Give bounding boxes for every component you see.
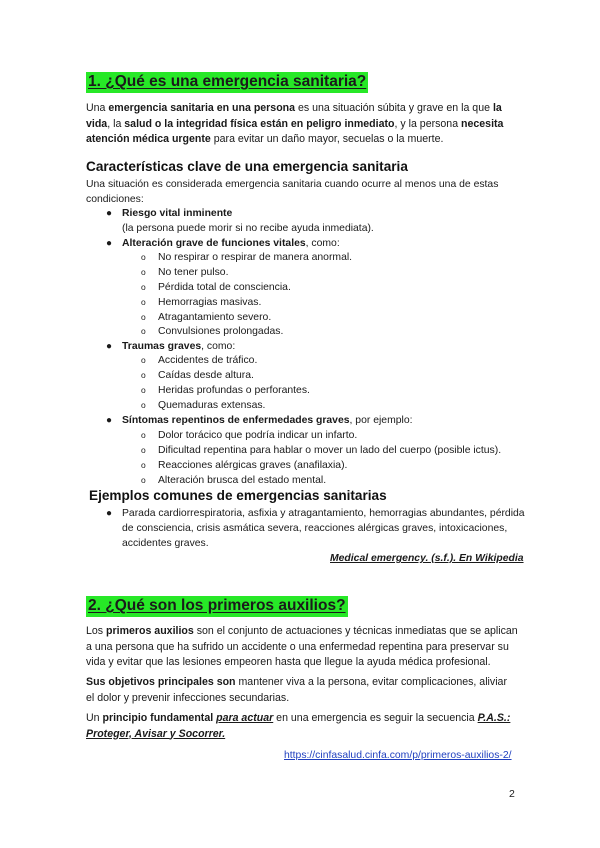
characteristics-lead-2: condiciones: <box>86 194 144 205</box>
circle-bullet-icon: o <box>141 385 146 395</box>
list-item: Atragantamiento severo. <box>158 312 272 323</box>
pas-sequence: P.A.S.: Proteger, Avisar y Socorrer. <box>86 712 511 740</box>
list-item: No respirar o respirar de manera anormal. <box>158 252 353 263</box>
item-4-title <box>122 414 412 427</box>
item-3-title <box>122 340 235 353</box>
circle-bullet-icon: o <box>141 445 146 455</box>
bullet-icon: ● <box>106 415 113 426</box>
intro-text: para evitar un daño mayor, secuelas o la muerte. <box>210 133 444 145</box>
circle-bullet-icon: o <box>141 355 146 365</box>
examples-heading: Ejemplos comunes de emergencias sanitarias <box>89 488 387 503</box>
list-item: Reacciones alérgicas graves (anafilaxia). <box>158 460 348 471</box>
p1-text: Los <box>86 625 107 637</box>
list-item: Convulsiones prolongadas. <box>158 326 284 337</box>
intro-text: Una <box>86 102 109 114</box>
examples-line-3: accidentes graves. <box>122 538 209 549</box>
intro-text: es una situación súbita y grave en la que <box>295 102 493 114</box>
p3-bold: principio fundamental <box>102 712 214 724</box>
item-2-title-text: Alteración grave de funciones vitales <box>122 238 306 249</box>
intro-text: , y la persona <box>394 117 462 130</box>
cinfasalud-link[interactable]: https://cinfasalud.cinfa.com/p/primeros-auxilios-2/ <box>284 750 512 761</box>
page-number: 2 <box>509 788 515 800</box>
section-2-paragraph-2 <box>86 675 518 706</box>
item-4-title-text: Síntomas repentinos de enfermedades graves <box>122 415 350 426</box>
section-1-intro <box>86 101 518 148</box>
list-item: No tener pulso. <box>158 267 229 278</box>
list-item: Hemorragias masivas. <box>158 297 262 308</box>
intro-bold: necesita atención médica urgente <box>86 117 504 145</box>
intro-bold: emergencia sanitaria en una persona <box>108 102 296 114</box>
p1-text: son el conjunto de actuaciones y técnicas inmediatas que se aplican a una persona que ha sufrido un accidente o una enfermedad repentina para preservar su vida y evitar que las lesiones empeoren hasta que llegue la ayuda médica profesional. <box>86 625 518 668</box>
item-3-suffix: , como: <box>201 341 236 352</box>
section-2-paragraph-1 <box>86 624 518 671</box>
bullet-icon: ● <box>106 341 113 352</box>
list-item: Quemaduras extensas. <box>158 400 266 411</box>
circle-bullet-icon: o <box>141 460 146 470</box>
list-item: Alteración brusca del estado mental. <box>158 475 327 486</box>
p2-bold: Sus objetivos principales son <box>86 676 236 688</box>
list-item: Heridas profundas o perforantes. <box>158 385 310 396</box>
circle-bullet-icon: o <box>141 400 146 410</box>
list-item: Accidentes de tráfico. <box>158 355 258 366</box>
circle-bullet-icon: o <box>141 326 146 336</box>
list-item: Caídas desde altura. <box>158 370 254 381</box>
characteristics-heading: Características clave de una emergencia sanitaria <box>86 159 408 174</box>
circle-bullet-icon: o <box>141 282 146 292</box>
p2-text: mantener viva a la persona, evitar complicaciones, aliviar el dolor y prevenir infecciones secundarias. <box>86 676 507 704</box>
item-1-title <box>122 207 232 220</box>
p1-bold: primeros auxilios <box>106 625 194 637</box>
bullet-icon: ● <box>106 208 113 219</box>
intro-bold: la vida <box>86 102 502 130</box>
section-1-title: 1. ¿Qué es una emergencia sanitaria? <box>86 72 368 93</box>
circle-bullet-icon: o <box>141 370 146 380</box>
circle-bullet-icon: o <box>141 312 146 322</box>
item-2-title <box>122 237 340 250</box>
circle-bullet-icon: o <box>141 297 146 307</box>
list-item: Pérdida total de consciencia. <box>158 282 291 293</box>
circle-bullet-icon: o <box>141 475 146 485</box>
item-4-suffix: , por ejemplo: <box>349 415 413 426</box>
p3-italic-underline: para actuar <box>216 712 274 724</box>
circle-bullet-icon: o <box>141 252 146 262</box>
section-2-paragraph-3 <box>86 711 518 742</box>
p3-text: en una emergencia es seguir la secuencia <box>273 712 478 724</box>
section-2-title: 2. ¿Qué son los primeros auxilios? <box>86 596 348 617</box>
examples-line-1: Parada cardiorrespiratoria, asfixia y atragantamiento, hemorragias abundantes, pérdida <box>122 508 525 519</box>
p3-text: Un <box>86 712 103 724</box>
bullet-icon: ● <box>106 508 113 519</box>
list-item: Dificultad repentina para hablar o mover un lado del cuerpo (posible ictus). <box>158 445 502 456</box>
circle-bullet-icon: o <box>141 267 146 277</box>
circle-bullet-icon: o <box>141 430 146 440</box>
wikipedia-reference: Medical emergency. (s.f.). En Wikipedia <box>330 553 524 564</box>
item-2-suffix: , como: <box>305 238 340 249</box>
intro-text: , la <box>107 117 125 130</box>
item-3-title-text: Traumas graves <box>122 341 202 352</box>
examples-line-2: de consciencia, crisis asmática severa, reacciones alérgicas graves, intoxicaciones, <box>122 523 508 534</box>
item-1-title-text: Riesgo vital inminente <box>122 208 233 219</box>
item-1-sub: (la persona puede morir si no recibe ayuda inmediata). <box>122 223 374 234</box>
characteristics-lead: Una situación es considerada emergencia sanitaria cuando ocurre al menos una de estas <box>86 179 499 190</box>
intro-bold: salud o la integridad física están en peligro inmediato <box>124 117 395 130</box>
bullet-icon: ● <box>106 238 113 249</box>
list-item: Dolor torácico que podría indicar un infarto. <box>158 430 358 441</box>
